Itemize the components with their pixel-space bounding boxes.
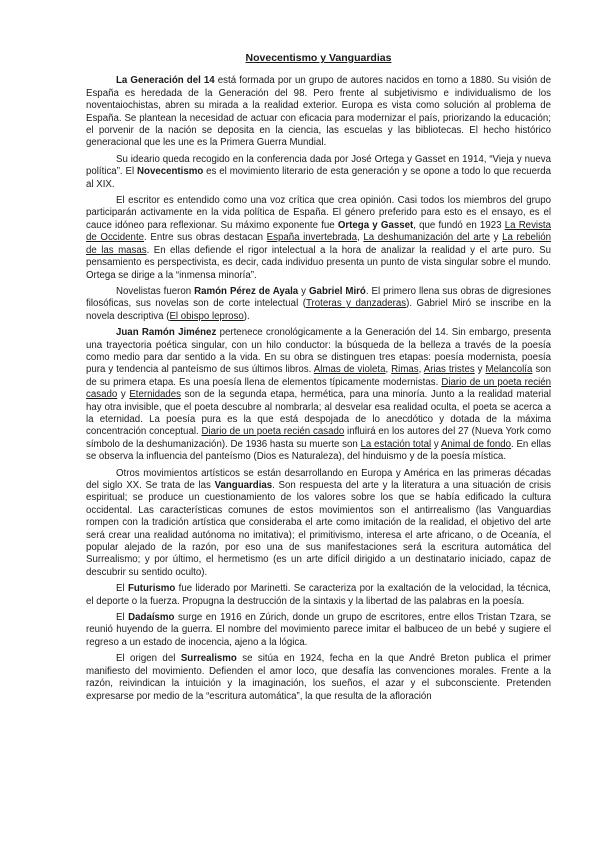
text-run: , (418, 364, 424, 376)
paragraph-novelistas (86, 286, 551, 323)
bold-term: Gabriel Miró (309, 285, 366, 297)
bold-term: Ortega y Gasset (337, 219, 414, 231)
text-run: El (116, 583, 128, 595)
paragraph-dadaismo (86, 612, 551, 649)
text-run: ). Gabriel Miró se inscribe en la novela descriptiva ( (86, 298, 552, 322)
paragraph-juan-ramon (86, 327, 551, 463)
text-run: . En ellas defiende el rigor intelectual a la hora de analizar la realidad y el arte puro. Su pensamiento es perspectivista, es decir, cada individuo presenta un punto de vista singular sobre el mundo. Ortega se dirige a la “inmensa minoría”. (86, 244, 551, 281)
text-run: . El primero llena sus obras de digresiones filosóficas, sus novelas son de corte intelectual ( (86, 285, 551, 310)
text-run: Otros movimientos artísticos se están desarrollando en Europa y América en las primeras décadas del siglo XX. Se trata de las (86, 467, 551, 491)
bold-term: Ramón Pérez de Ayala (194, 285, 299, 297)
paragraph-vanguardias (86, 468, 551, 580)
paragraph-surrealismo (86, 653, 551, 703)
text-run: influirá en los autores del 27 (Nueva York como símbolo de la deshumanización). De 1936 hasta su muerte son (86, 426, 551, 450)
text-run: . Entre sus obras destacan (144, 232, 267, 244)
bold-term: Surrealismo (180, 653, 237, 665)
work-title: Animal de fondo (440, 438, 512, 450)
work-title: Almas de violeta (313, 364, 386, 376)
text-run: El (116, 612, 129, 624)
work-title: La estación total (360, 438, 432, 450)
work-title: Rimas (391, 364, 419, 376)
work-title: El obispo leproso (169, 310, 244, 322)
text-run: y (117, 389, 130, 401)
text-run: pertenece cronológicamente a la Generación del 14. Sin embargo, presenta una trayectoria poética singular, con un hilo conductor: la búsqueda de la belleza a través de la poesía como medio para dar sentido a la vida. En su obra se distinguen tres etapas: poesía modernista, poesía pura y tendencia al panteísmo de sus últimos libros. (86, 327, 551, 376)
text-run: El escritor es entendido como una voz crítica que crea opinión. Casi todos los miembros del grupo participarán activamente en la vida política de España. El género preferido para esto es el ensayo, es el cauce idóneo para reflexionar. Su máximo exponente fue (86, 195, 551, 231)
text-run: surge en 1916 en Zúrich, donde un grupo de escritores, entre ellos Tristan Tzara, se reunió huyendo de la guerra. El nombre del movimiento parece imitar el balbuceo de un bebé y sugiere el regreso a un estado de inocencia, ajeno a la lógica. (86, 612, 551, 648)
work-title: Arias tristes (423, 364, 475, 376)
text-run: El origen del (116, 653, 181, 665)
text-run: Novelistas fueron (116, 285, 195, 297)
text-run: y (490, 232, 503, 244)
text-run: se sitúa en 1924, fecha en la que André Breton publica el primer manifiesto del movimiento. Defienden el amor loco, que desafía las convenciones morales. Frente a la razón, reivindican la intuición y la imaginación, los sueños, el azar y el subconsciente. Pretenden expresarse por medio de la “escritura automática”, la que resulta de la afloración (86, 653, 552, 702)
text-run: es el movimiento literario de esta generación y se opone a todo lo que recuerda al XIX. (86, 166, 552, 190)
paragraph-ensayo-ortega (86, 195, 551, 282)
work-title: Diario de un poeta recién casado (201, 426, 345, 438)
work-title: Eternidades (129, 389, 182, 401)
text-run: . Son respuesta del arte y la literatura a una situación de crisis espiritual; se produce un cuestionamiento de los valores sobre los que se había edificado la cultura occidental. Las características comunes de estos movimientos son el antirrealismo (las Vanguardias rompen con la tradición artística que consideraba el arte como imitación de la realidad, el objetivo del arte será crear una realidad autónoma no imitativa); el primitivismo, interesa el arte africano, o de Oceanía, el popular alejado de la razón, por eso una de sus manifestaciones será la escritura automática del Surrealismo; y por último, el hermetismo (es un arte difícil dirigido a un destinatario iniciado, capaz de descubrir su sentido oculto). (86, 480, 552, 578)
text-run: . En ellas se observa la influencia del panteísmo (Dios es Naturaleza), del hinduismo y de la poesía mística. (86, 438, 551, 463)
work-title: Diario de un poeta recién casado (86, 376, 552, 401)
document-title: Novecentismo y Vanguardias (245, 52, 392, 64)
text-run: ). (243, 310, 250, 322)
bold-term: Vanguardias (214, 480, 273, 491)
bold-term: Juan Ramón Jiménez (116, 327, 217, 339)
text-run: son de la segunda etapa, hermética, para una minoría. Junto a la realidad material hay otra invisible, que el poeta descubre al nombrarla; al desvelar esa realidad oculta, el poeta se acerca a la eternidad. La poesía pura es la que está despojada de lo anecdótico y dotada de la máxima concentración conceptual. (86, 389, 551, 438)
work-title: La deshumanización del arte (363, 232, 491, 244)
work-title: La Revista de Occidente (86, 219, 551, 244)
work-title: Troteras y danzaderas (305, 298, 407, 310)
text-run: son de su primera etapa. Es una poesía llena de elementos típicamente modernistas. (86, 364, 551, 388)
work-title: España invertebrada (266, 232, 357, 244)
work-title: Melancolía (485, 364, 533, 376)
text-run: , (357, 232, 364, 244)
text-run: y (298, 285, 310, 297)
text-run: está formada por un grupo de autores nacidos en torno a 1880. Su visión de España es heredada de la Generación del 98. Pero frente al subjetivismo e individualismo de los noventaiochistas, abren su mirada a la realidad exterior. Europa es vista como solución al problema de España. Se plantean la necesidad de actuar con eficacia para modernizar el país, priorizando la educación; el porvenir de la nación se deposita en la ciencia, las escuelas y las bibliotecas. El hecho histórico generacional que les une es la Primera Guerra Mundial. (86, 75, 551, 149)
bold-term: Novecentismo (137, 166, 204, 178)
text-run: , (385, 364, 392, 376)
text-run: , que fundó en 1923 (413, 219, 505, 231)
bold-term: Futurismo (127, 583, 176, 595)
paragraph-ideario (86, 154, 551, 191)
text-run: y (474, 364, 486, 376)
paragraph-generacion-14 (86, 75, 551, 149)
bold-term: La Generación del 14 (116, 75, 215, 87)
text-run: y (431, 438, 441, 450)
text-run: fue liderado por Marinetti. Se caracteriza por la exaltación de la velocidad, la técnica, el deporte o la fuerza. Propugna la destrucción de la sintaxis y la libertad de las palabras en la poesía. (86, 583, 551, 607)
work-title: La rebelión de las masas (86, 232, 551, 256)
text-run: Su ideario queda recogido en la conferencia dada por José Ortega y Gasset en 1914, “Vieja y nueva política”. El (86, 153, 551, 178)
paragraph-futurismo (86, 583, 551, 608)
bold-term: Dadaísmo (128, 612, 175, 624)
